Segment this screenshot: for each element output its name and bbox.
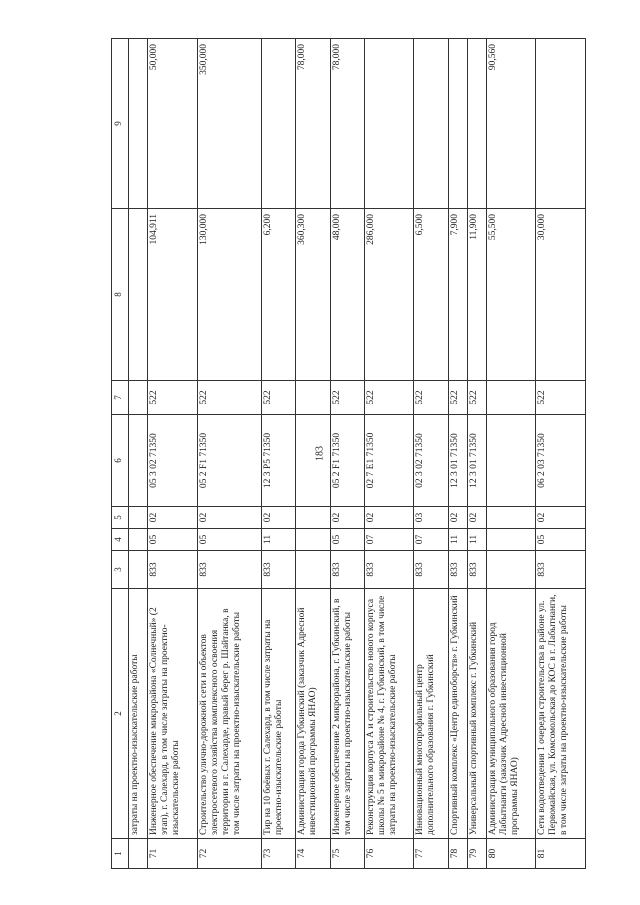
code-subsection: 02 xyxy=(262,507,296,529)
amount-year-2 xyxy=(414,39,448,209)
code-target-article: 05 2 F1 71350 xyxy=(330,415,364,507)
amount-year-1: 360,300 xyxy=(296,209,330,381)
row-number: 80 xyxy=(487,839,536,869)
amount-year-2: 350,000 xyxy=(197,39,262,209)
table-row xyxy=(148,39,197,869)
object-name: Строительство улично-дорожной сети и объектов электросетевого хозяйства комплексного освоения территории в г. Салехарде, правый берег р. Шайтанка, в том числе затраты на проектно-изыскательские работы xyxy=(197,589,262,839)
column-header-6: 6 xyxy=(112,415,129,507)
code-target-article: 02 3 02 71350 xyxy=(414,415,448,507)
code-expense-type: 522 xyxy=(448,381,467,415)
table-row xyxy=(296,39,330,869)
table-row xyxy=(467,39,486,869)
column-header-3: 3 xyxy=(112,551,129,589)
column-header-5: 5 xyxy=(112,507,129,529)
code-subsection: 02 xyxy=(330,507,364,529)
object-name: Реконструкция корпуса А и строительство нового корпуса школы № 5 в микрорайоне № 4, г. Губкинский, в том числе затраты на проектно-изыскательские работы xyxy=(364,589,413,839)
code-section: 07 xyxy=(414,529,448,551)
row-number: 78 xyxy=(448,839,467,869)
code-ministry: 833 xyxy=(197,551,262,589)
row-number: 73 xyxy=(262,839,296,869)
code-ministry: 833 xyxy=(262,551,296,589)
code-section xyxy=(296,529,330,551)
amount-year-1: 11,900 xyxy=(467,209,486,381)
code-section: 05 xyxy=(197,529,262,551)
amount-year-1: 7,900 xyxy=(448,209,467,381)
amount-year-2 xyxy=(364,39,413,209)
code-target-article: 06 2 03 71350 xyxy=(536,415,586,507)
code-ministry: 833 xyxy=(364,551,413,589)
table-row xyxy=(262,39,296,869)
code-section: 11 xyxy=(262,529,296,551)
object-name: Инновационный многопрофильный центр дополнительного образования г. Губкинский xyxy=(414,589,448,839)
code-section: 05 xyxy=(536,529,586,551)
object-name: Сети водоотведения 1 очереди строительства в районе ул. Первомайская, ул. Комсомольская до КОС в г. Лабытнанги, в том числе затраты на проектно-изыскательские работы xyxy=(536,589,586,839)
amount-year-2 xyxy=(262,39,296,209)
code-subsection: 02 xyxy=(197,507,262,529)
amount-year-1: 6,200 xyxy=(262,209,296,381)
code-expense-type: 522 xyxy=(364,381,413,415)
amount-year-2: 90,560 xyxy=(487,39,536,209)
code-subsection: 02 xyxy=(536,507,586,529)
table-row xyxy=(536,39,586,869)
code-target-article: 12 3 01 71350 xyxy=(467,415,486,507)
code-subsection xyxy=(129,507,148,529)
code-section: 07 xyxy=(364,529,413,551)
code-section: 11 xyxy=(467,529,486,551)
column-header-4: 4 xyxy=(112,529,129,551)
amount-year-1: 104,911 xyxy=(148,209,197,381)
code-subsection: 02 xyxy=(148,507,197,529)
code-target-article: 12 3 01 71350 xyxy=(448,415,467,507)
code-subsection xyxy=(487,507,536,529)
amount-year-1: 30,000 xyxy=(536,209,586,381)
table-row xyxy=(197,39,262,869)
code-subsection: 03 xyxy=(414,507,448,529)
code-expense-type xyxy=(296,381,330,415)
row-number: 72 xyxy=(197,839,262,869)
page-number: 183 xyxy=(314,446,326,461)
object-name: Администрация города Губкинский (заказчик Адресной инвестиционной программы ЯНАО) xyxy=(296,589,330,839)
row-number: 77 xyxy=(414,839,448,869)
row-number: 81 xyxy=(536,839,586,869)
code-target-article xyxy=(129,415,148,507)
budget-table xyxy=(111,38,586,869)
table-row xyxy=(364,39,413,869)
table-row xyxy=(330,39,364,869)
amount-year-2 xyxy=(536,39,586,209)
row-number: 75 xyxy=(330,839,364,869)
object-name: Спортивный комплекс «Центр единоборств» г. Губкинский xyxy=(448,589,467,839)
code-expense-type: 522 xyxy=(330,381,364,415)
row-number: 76 xyxy=(364,839,413,869)
amount-year-1: 6,500 xyxy=(414,209,448,381)
object-name: Администрация муниципального образования город Лабытнанги (заказчик Адресной инвестиционной программы ЯНАО) xyxy=(487,589,536,839)
amount-year-1: 55,500 xyxy=(487,209,536,381)
column-header-1: 1 xyxy=(112,839,129,869)
row-number: 74 xyxy=(296,839,330,869)
code-ministry: 833 xyxy=(330,551,364,589)
object-name: Тир на 10 боёвых г. Салехард, в том числе затраты на проектно-изыскательские работы xyxy=(262,589,296,839)
code-target-article xyxy=(487,415,536,507)
code-target-article: 02 7 E1 71350 xyxy=(364,415,413,507)
object-name: Инженерное обеспечение микрорайона «Солнечный» (2 этап), г. Салехард, в том числе затраты на проектно-изыскательские работы xyxy=(148,589,197,839)
object-name: Инженерное обеспечение 2 микрорайона, г. Губкинский, в том числе затраты на проектно-изыскательские работы xyxy=(330,589,364,839)
column-header-8: 8 xyxy=(112,209,129,381)
table-row xyxy=(414,39,448,869)
amount-year-2: 50,000 xyxy=(148,39,197,209)
code-ministry: 833 xyxy=(414,551,448,589)
code-ministry: 833 xyxy=(448,551,467,589)
code-ministry: 833 xyxy=(536,551,586,589)
code-target-article: 05 3 02 71350 xyxy=(148,415,197,507)
code-expense-type xyxy=(487,381,536,415)
amount-year-1: 286,000 xyxy=(364,209,413,381)
table-row xyxy=(129,39,148,869)
code-target-article: 12 3 P5 71350 xyxy=(262,415,296,507)
amount-year-2 xyxy=(129,39,148,209)
code-target-article: 05 2 F1 71350 xyxy=(197,415,262,507)
code-ministry xyxy=(296,551,330,589)
amount-year-1 xyxy=(129,209,148,381)
code-expense-type xyxy=(129,381,148,415)
row-number xyxy=(129,839,148,869)
code-ministry xyxy=(487,551,536,589)
code-section xyxy=(129,529,148,551)
row-number: 71 xyxy=(148,839,197,869)
code-expense-type: 522 xyxy=(467,381,486,415)
code-section: 11 xyxy=(448,529,467,551)
code-target-article xyxy=(296,415,330,507)
table-row xyxy=(487,39,536,869)
amount-year-1: 130,000 xyxy=(197,209,262,381)
amount-year-2: 78,000 xyxy=(296,39,330,209)
object-name: Универсальный спортивный комплекс г. Губкинский xyxy=(467,589,486,839)
code-subsection: 02 xyxy=(364,507,413,529)
amount-year-2 xyxy=(448,39,467,209)
amount-year-2: 78,000 xyxy=(330,39,364,209)
code-expense-type: 522 xyxy=(197,381,262,415)
code-expense-type: 522 xyxy=(536,381,586,415)
table-row xyxy=(448,39,467,869)
column-header-7: 7 xyxy=(112,381,129,415)
code-subsection xyxy=(296,507,330,529)
code-ministry: 833 xyxy=(148,551,197,589)
column-header-2: 2 xyxy=(112,589,129,839)
column-header-9: 9 xyxy=(112,39,129,209)
code-expense-type: 522 xyxy=(148,381,197,415)
code-expense-type: 522 xyxy=(262,381,296,415)
code-expense-type: 522 xyxy=(414,381,448,415)
object-name: затраты на проектно-изыскательские работы xyxy=(129,589,148,839)
code-subsection: 02 xyxy=(448,507,467,529)
row-number: 79 xyxy=(467,839,486,869)
budget-table-rotated xyxy=(111,39,586,869)
code-ministry xyxy=(129,551,148,589)
code-ministry: 833 xyxy=(467,551,486,589)
code-section xyxy=(487,529,536,551)
header-row xyxy=(112,39,129,869)
code-subsection: 02 xyxy=(467,507,486,529)
code-section: 05 xyxy=(148,529,197,551)
code-section: 05 xyxy=(330,529,364,551)
amount-year-2 xyxy=(467,39,486,209)
amount-year-1: 48,000 xyxy=(330,209,364,381)
